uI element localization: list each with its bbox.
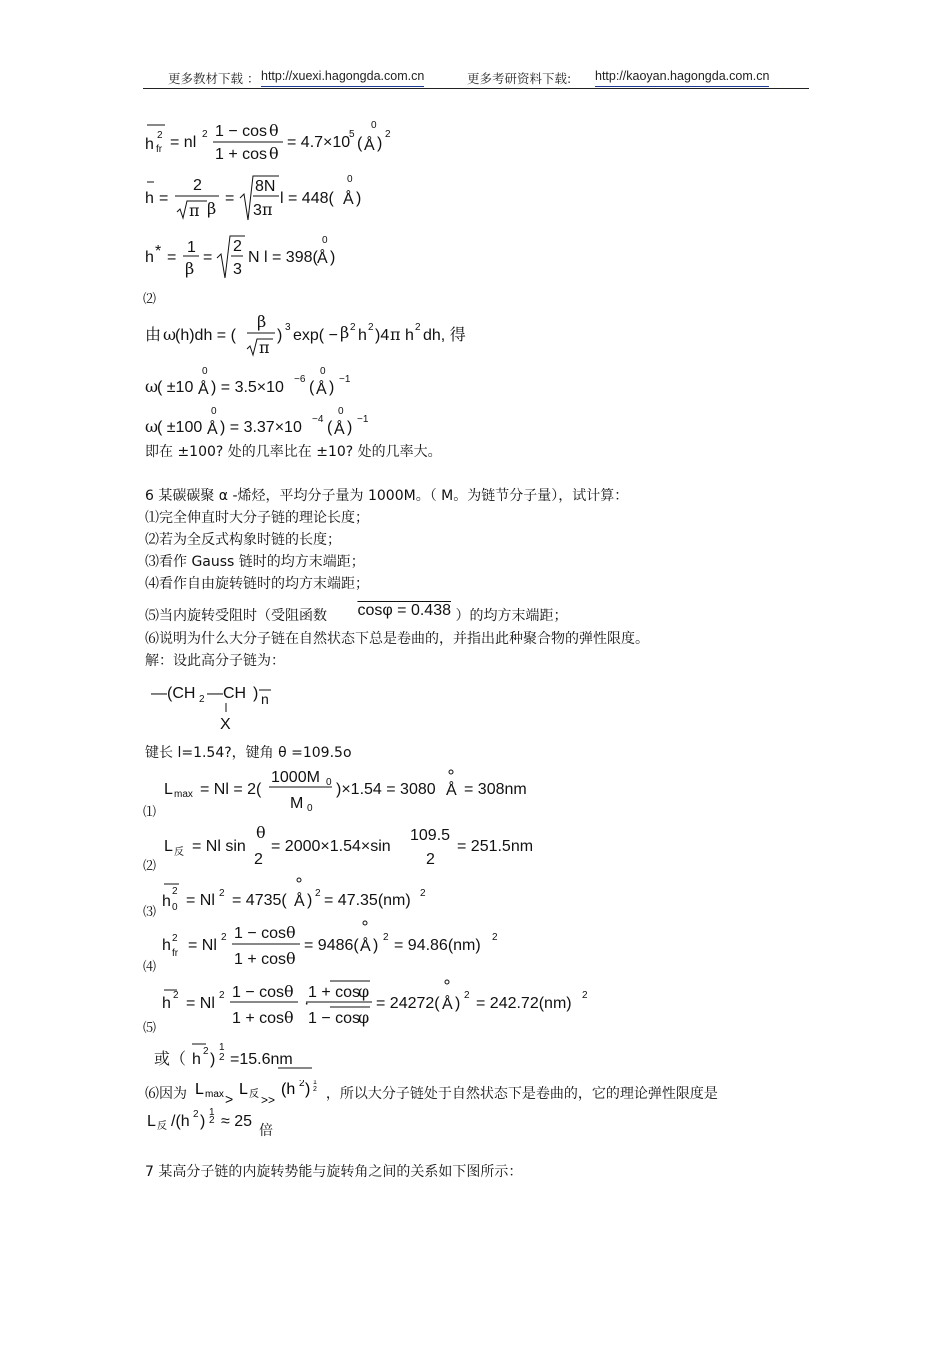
page-header <box>143 66 809 90</box>
svg-text:*: * <box>155 243 162 260</box>
svg-text:φ: φ <box>358 982 370 1001</box>
svg-text:): ) <box>373 937 379 954</box>
header-label-textbooks: 更多教材下载 ： <box>168 71 260 86</box>
svg-text:1 − cos: 1 − cos <box>232 984 285 1001</box>
svg-text:Å: Å <box>317 250 328 267</box>
svg-text:π: π <box>262 200 273 219</box>
svg-text:2: 2 <box>209 1115 215 1126</box>
answer6-ratio <box>145 1108 295 1142</box>
svg-text:L: L <box>147 1113 156 1130</box>
svg-text:2: 2 <box>299 1080 306 1089</box>
svg-text:2: 2 <box>172 933 178 944</box>
svg-text:= Nl: = Nl <box>186 892 215 909</box>
svg-text:或（: 或（ <box>154 1049 187 1068</box>
answer6-prefix: ⑹因为 <box>145 1086 187 1102</box>
svg-text:2: 2 <box>385 129 391 140</box>
svg-text:= Nl sin: = Nl sin <box>192 838 246 855</box>
equation-hfr-squared <box>145 118 425 172</box>
svg-text:5: 5 <box>349 129 355 140</box>
svg-text:= Nl: = Nl <box>186 995 215 1012</box>
svg-text:θ: θ <box>256 823 266 842</box>
equation-omega-10 <box>145 366 375 404</box>
svg-text:2: 2 <box>173 990 179 1001</box>
bond-info: 键长 l=1.54?，键角 θ =109.5o <box>145 745 352 761</box>
svg-text:2: 2 <box>420 888 426 899</box>
alternative-result <box>154 1040 334 1078</box>
svg-text:h: h <box>145 249 154 266</box>
equation-h0-squared <box>162 874 462 918</box>
svg-text:)×1.54 = 3080: )×1.54 = 3080 <box>336 781 436 798</box>
answer1-label: ⑴ <box>143 804 157 819</box>
svg-text:>: > <box>225 1091 234 1106</box>
svg-text:2: 2 <box>202 129 208 140</box>
svg-text:−1: −1 <box>357 414 369 425</box>
svg-text:h: h <box>162 893 171 910</box>
svg-text:反: 反 <box>174 847 184 858</box>
svg-text:1 + cos: 1 + cos <box>232 1010 285 1027</box>
svg-text:反: 反 <box>157 1121 167 1132</box>
svg-text:2: 2 <box>315 888 321 899</box>
svg-text:Å: Å <box>294 893 305 910</box>
svg-text:−4: −4 <box>312 414 324 425</box>
svg-text:/(h: /(h <box>171 1113 190 1130</box>
structure-right: ) <box>253 685 259 702</box>
svg-text:Å: Å <box>207 421 218 438</box>
svg-text:=: = <box>159 190 169 207</box>
svg-text:Å: Å <box>360 938 371 955</box>
svg-text:Å: Å <box>316 381 327 398</box>
svg-text:θ: θ <box>269 121 279 140</box>
svg-text:0: 0 <box>172 902 178 913</box>
equation-h-star <box>145 232 365 286</box>
svg-text:): ) <box>277 327 283 344</box>
svg-text:0: 0 <box>371 120 377 131</box>
svg-text:): ) <box>329 379 335 396</box>
svg-text:1 + cos: 1 + cos <box>234 951 287 968</box>
svg-text:2: 2 <box>193 1109 199 1120</box>
svg-text:fr: fr <box>172 948 179 959</box>
svg-text:): ) <box>455 995 461 1012</box>
equation-distribution <box>145 311 505 365</box>
svg-text:由: 由 <box>145 325 162 344</box>
svg-text:): ) <box>307 892 313 909</box>
svg-text:φ: φ <box>358 1008 370 1027</box>
svg-text:β: β <box>340 323 350 342</box>
svg-text:= 47.35(nm): = 47.35(nm) <box>324 892 411 909</box>
answer3-label: ⑶ <box>143 904 157 919</box>
svg-text:L: L <box>164 838 173 855</box>
structure-left: —(CH <box>151 685 196 702</box>
svg-text:2: 2 <box>219 990 225 1001</box>
structure-sub: 2 <box>199 694 205 705</box>
svg-text:h: h <box>145 190 154 207</box>
svg-text:β: β <box>257 312 267 331</box>
equation-omega-100 <box>145 406 385 444</box>
svg-text:θ: θ <box>284 1008 294 1027</box>
equation-h-bar <box>145 172 385 228</box>
svg-text:h: h <box>192 1051 201 1068</box>
svg-text:2: 2 <box>254 851 263 868</box>
svg-text:= Nl = 2(: = Nl = 2( <box>200 781 262 798</box>
svg-text:Å: Å <box>364 137 375 154</box>
svg-text:1: 1 <box>219 1042 225 1053</box>
svg-text:(: ( <box>309 379 315 396</box>
svg-text:Å: Å <box>198 381 209 398</box>
svg-text:1 − cos: 1 − cos <box>308 1010 361 1027</box>
svg-text:= 94.86(nm): = 94.86(nm) <box>394 937 481 954</box>
structure-side: X <box>220 716 231 733</box>
svg-text:2: 2 <box>350 322 356 333</box>
header-link-kaoyan[interactable]: http://kaoyan.hagongda.com.cn <box>595 69 770 83</box>
svg-text:θ: θ <box>284 982 294 1001</box>
svg-text:1 − cos: 1 − cos <box>215 123 268 140</box>
svg-text:): ) <box>210 1051 216 1068</box>
answer2-label: ⑵ <box>143 858 157 873</box>
answer6-unit: 倍 <box>259 1123 273 1139</box>
svg-text:fr: fr <box>156 144 163 155</box>
svg-text:Å: Å <box>343 191 354 208</box>
svg-text:(h)dh = (: (h)dh = ( <box>175 327 236 344</box>
svg-text:): ) <box>200 1113 206 1130</box>
svg-text:max: max <box>174 789 193 800</box>
svg-text:)4: )4 <box>375 327 390 344</box>
svg-text:): ) <box>377 135 383 152</box>
svg-text:1: 1 <box>313 1080 318 1086</box>
svg-text:反: 反 <box>249 1089 260 1100</box>
svg-text:2: 2 <box>219 1052 225 1063</box>
svg-text:Å: Å <box>446 782 457 799</box>
svg-text:( ±100: ( ±100 <box>157 419 203 436</box>
svg-text:=: = <box>203 249 213 266</box>
svg-text:ω: ω <box>145 377 159 396</box>
solution-intro: 解：设此高分子链为： <box>145 653 285 669</box>
svg-text:=: = <box>225 190 235 207</box>
answer4-label: ⑷ <box>143 959 157 974</box>
svg-text:θ: θ <box>286 949 296 968</box>
problem6-q1: ⑴完全伸直时大分子链的理论长度； <box>145 510 369 526</box>
svg-text:( ±10: ( ±10 <box>157 379 194 396</box>
svg-text:2: 2 <box>368 322 374 333</box>
equation-hfr-squared-2 <box>162 920 522 976</box>
problem6-q3: ⑶看作 Gauss 链时的均方末端距； <box>145 554 365 570</box>
answer5-label: ⑸ <box>143 1020 157 1035</box>
problem6-title: 6 某碳碳聚 α -烯烃，平均分子量为 1000M。（ M。为链节分子量），试计算： <box>145 488 629 504</box>
svg-text:= 24272(: = 24272( <box>376 995 440 1012</box>
header-link-xuexi[interactable]: http://xuexi.hagongda.com.cn <box>261 69 425 83</box>
svg-text:θ: θ <box>286 923 296 942</box>
problem6-q2: ⑵若为全反式构象时链的长度； <box>145 532 341 548</box>
answer6-relation <box>191 1080 321 1106</box>
equation-h-squared-hindered <box>162 976 602 1036</box>
svg-text:h: h <box>145 136 154 153</box>
equation-lmax <box>164 764 544 820</box>
svg-text:= 251.5nm: = 251.5nm <box>457 838 534 855</box>
equation-ltrans <box>164 822 564 878</box>
svg-text:2: 2 <box>313 1086 318 1093</box>
svg-text:0: 0 <box>322 235 328 246</box>
svg-text:3: 3 <box>233 261 242 278</box>
svg-text:ω: ω <box>163 325 177 344</box>
svg-text:): ) <box>356 190 362 207</box>
svg-text:= 308nm: = 308nm <box>464 781 527 798</box>
svg-text:ω: ω <box>145 417 159 436</box>
svg-text:β: β <box>185 259 195 278</box>
svg-text:= Nl: = Nl <box>188 937 217 954</box>
svg-text:Å: Å <box>442 996 453 1013</box>
svg-text:2: 2 <box>157 130 163 141</box>
svg-text:0: 0 <box>326 777 332 788</box>
svg-text:l = 448(: l = 448( <box>280 190 334 207</box>
problem7-title: 7 某高分子链的内旋转势能与旋转角之间的关系如下图所示： <box>145 1164 523 1180</box>
svg-text:0: 0 <box>202 366 208 377</box>
svg-text:2: 2 <box>203 1046 209 1057</box>
svg-text:) = 3.37×10: ) = 3.37×10 <box>220 419 302 436</box>
svg-text:N l = 398(: N l = 398( <box>248 249 318 266</box>
structure-mid: —CH <box>207 685 247 702</box>
svg-text:exp( −: exp( − <box>293 327 338 344</box>
svg-text:(h: (h <box>281 1081 296 1098</box>
svg-text:2: 2 <box>383 932 389 943</box>
svg-text:109.5: 109.5 <box>410 827 451 844</box>
conclusion-text: 即在 ±100? 处的几率比在 ±10? 处的几率大。 <box>145 444 442 460</box>
svg-text:2: 2 <box>426 851 435 868</box>
answer6-suffix: ，所以大分子链处于自然状态下是卷曲的，它的理论弹性限度是 <box>325 1086 718 1102</box>
svg-text:0: 0 <box>320 366 326 377</box>
svg-text:2: 2 <box>221 932 227 943</box>
svg-text:2: 2 <box>233 238 242 255</box>
svg-text:L: L <box>195 1081 205 1098</box>
svg-text:) = 3.5×10: ) = 3.5×10 <box>211 379 284 396</box>
svg-text:= 242.72(nm): = 242.72(nm) <box>476 995 572 1012</box>
svg-text:= 2000×1.54×sin: = 2000×1.54×sin <box>271 838 391 855</box>
svg-text:1 − cos: 1 − cos <box>234 925 287 942</box>
svg-text:h: h <box>405 327 414 344</box>
svg-text:Å: Å <box>334 421 345 438</box>
svg-text:1000M: 1000M <box>271 769 320 786</box>
svg-text:1: 1 <box>187 239 196 256</box>
part2-label: ⑵ <box>143 291 157 306</box>
svg-text:L: L <box>239 1081 249 1098</box>
svg-text:dh, 得: dh, 得 <box>423 327 466 344</box>
polymer-structure <box>145 680 285 740</box>
problem6-q6: ⑹说明为什么大分子链在自然状态下总是卷曲的，并指出此种聚合物的弹性限度。 <box>145 631 649 647</box>
svg-text:= 4.7×10: = 4.7×10 <box>287 134 351 151</box>
svg-text:h: h <box>358 327 367 344</box>
svg-text:1 + cos: 1 + cos <box>308 984 361 1001</box>
svg-text:2: 2 <box>492 932 498 943</box>
problem6-q4: ⑷看作自由旋转链时的均方末端距； <box>145 576 369 592</box>
svg-text:2: 2 <box>582 990 588 1001</box>
svg-text:2: 2 <box>219 888 225 899</box>
svg-text:1 + cos: 1 + cos <box>215 146 268 163</box>
svg-text:1: 1 <box>209 1107 215 1118</box>
svg-text:3: 3 <box>285 322 291 333</box>
svg-text:π: π <box>259 338 270 357</box>
svg-text:max: max <box>205 1089 225 1100</box>
svg-text:π: π <box>390 325 401 344</box>
problem6-q5 <box>145 602 568 626</box>
svg-text:2: 2 <box>193 177 202 194</box>
svg-text:0: 0 <box>211 406 217 417</box>
svg-text:θ: θ <box>269 144 279 163</box>
problem6-q5-formula: cosφ = 0.438 <box>357 602 451 619</box>
svg-text:0: 0 <box>307 803 313 814</box>
svg-text:β: β <box>207 199 217 218</box>
svg-text:): ) <box>330 249 336 266</box>
svg-text:3: 3 <box>253 202 262 219</box>
svg-text:π: π <box>189 201 200 220</box>
svg-text:−1: −1 <box>339 374 351 385</box>
svg-text:): ) <box>305 1081 311 1098</box>
svg-text:M: M <box>290 795 304 812</box>
svg-text:=15.6nm: =15.6nm <box>230 1051 293 1068</box>
svg-text:8N: 8N <box>255 178 276 195</box>
svg-text:≈ 25: ≈ 25 <box>221 1113 253 1130</box>
svg-text:= nl: = nl <box>170 134 197 151</box>
svg-text:2: 2 <box>464 990 470 1001</box>
svg-text:−6: −6 <box>294 374 306 385</box>
svg-text:>>: >> <box>261 1093 276 1106</box>
header-label-kaoyan: 更多考研资料下载: <box>467 71 572 86</box>
svg-text:= 4735(: = 4735( <box>232 892 287 909</box>
svg-text:2: 2 <box>172 886 178 897</box>
svg-text:2: 2 <box>415 322 421 333</box>
header-rule <box>143 88 809 89</box>
svg-text:0: 0 <box>338 406 344 417</box>
svg-text:h: h <box>162 995 171 1012</box>
svg-text:): ) <box>347 419 353 436</box>
svg-text:(: ( <box>357 135 363 152</box>
structure-n: n <box>261 691 269 707</box>
svg-text:=: = <box>167 249 177 266</box>
problem6-q5-suffix: ）的均方末端距； <box>455 608 568 624</box>
answer6 <box>145 1080 718 1106</box>
svg-text:0: 0 <box>347 174 353 185</box>
problem6-q5-prefix: ⑸当内旋转受阻时（受阻函数 <box>145 608 327 624</box>
svg-text:L: L <box>164 781 173 798</box>
svg-text:·: · <box>304 995 310 1012</box>
svg-text:h: h <box>162 937 171 954</box>
svg-text:(: ( <box>327 419 333 436</box>
svg-text:= 9486(: = 9486( <box>304 937 359 954</box>
